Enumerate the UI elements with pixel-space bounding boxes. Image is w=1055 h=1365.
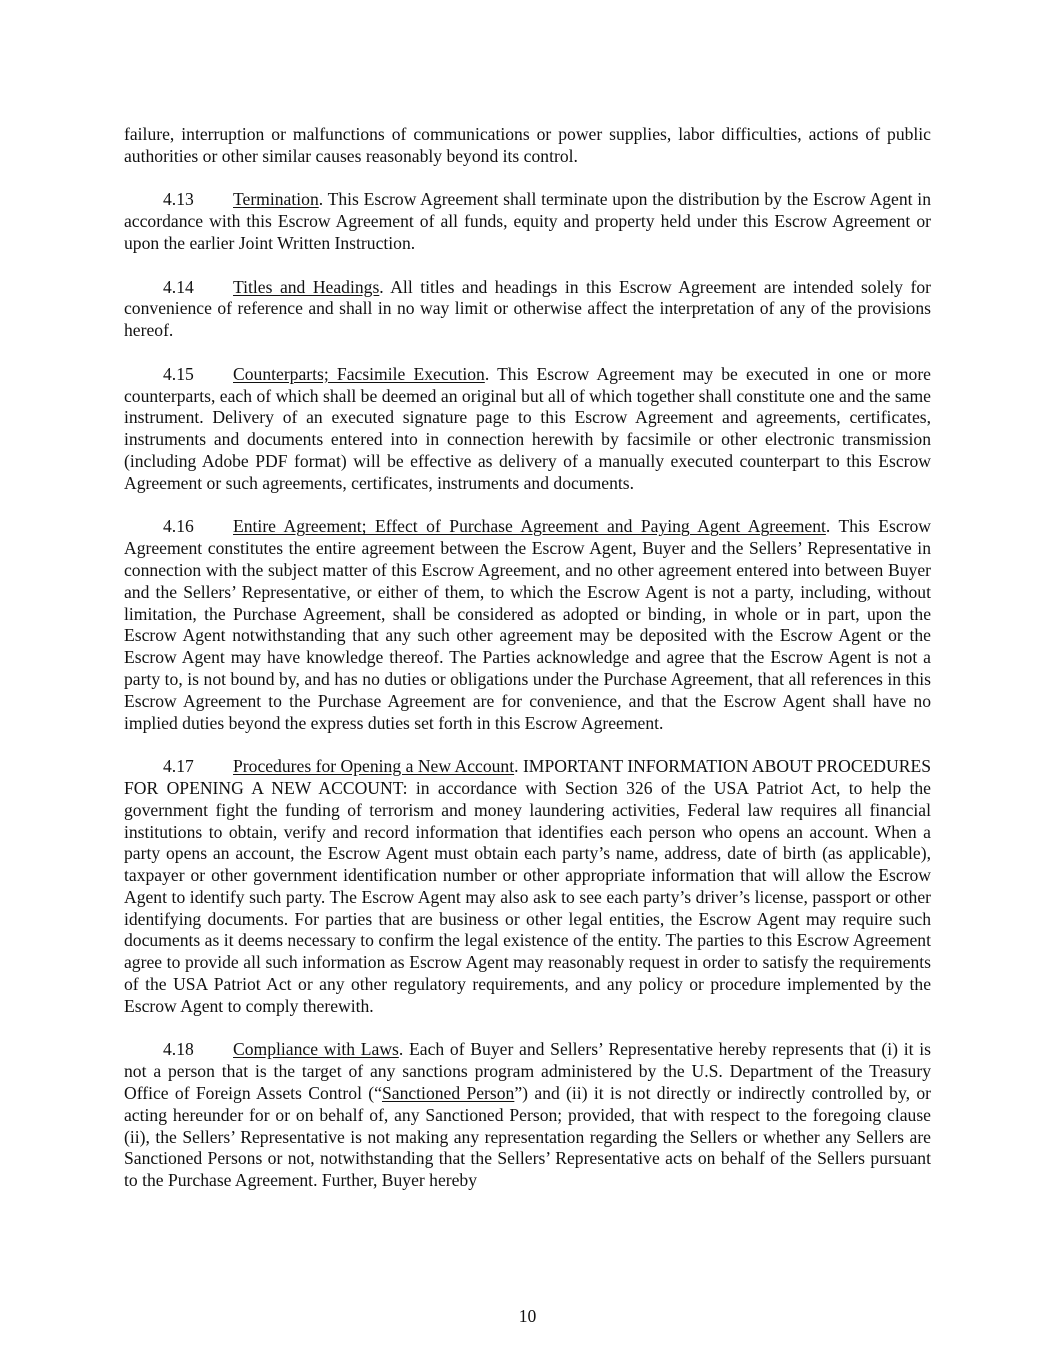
section-number: 4.13	[163, 189, 194, 210]
section-4-16	[124, 516, 931, 734]
section-title: Termination	[233, 189, 319, 210]
section-title: Procedures for Opening a New Account	[233, 756, 515, 777]
section-4-14	[124, 277, 931, 342]
continuation-paragraph	[124, 124, 931, 168]
section-number: 4.16	[163, 516, 194, 537]
section-title: Compliance with Laws	[233, 1039, 399, 1060]
section-4-18	[124, 1039, 931, 1192]
section-number: 4.18	[163, 1039, 194, 1060]
section-body: . IMPORTANT INFORMATION ABOUT PROCEDURES FOR OPENING A NEW ACCOUNT: in accordance with Section 326 of the USA Patriot Act, to help the government fight the funding of terrorism and money laundering activities, Federal law requires all financial institutions to obtain, verify and record information that identifies each person who opens an account. When a party opens an account, the Escrow Agent must obtain each party’s name, address, date of birth (as applicable), taxpayer or other government identification number or other appropriate information that will allow the Escrow Agent to identify such party. The Escrow Agent may also ask to see each party’s driver’s license, passport or other identifying documents. For parties that are business or other legal entities, the Escrow Agent may require such documents as it deems necessary to confirm the legal existence of the entity. The parties to this Escrow Agreement agree to provide all such information as Escrow Agent may reasonably request in order to satisfy the requirements of the USA Patriot Act or any other regulatory requirements, and any policy or procedure implemented by the Escrow Agent to comply therewith.	[124, 756, 931, 1016]
document-body	[124, 124, 931, 1214]
section-4-13	[124, 189, 931, 254]
section-4-17	[124, 756, 931, 1018]
section-title: Entire Agreement; Effect of Purchase Agreement and Paying Agent Agreement	[233, 516, 826, 537]
defined-term-sanctioned-person: Sanctioned Person	[381, 1083, 515, 1104]
continuation-text: failure, interruption or malfunctions of communications or power supplies, labor difficulties, actions of public authorities or other similar causes reasonably beyond its control.	[124, 124, 931, 166]
section-body-continued: ”) and (ii) it is not directly or indirectly controlled by, or acting hereunder for or on behalf of, any Sanctioned Person; provided, that with respect to the foregoing clause (ii), the Sellers’ Representative is not making any representation regarding the Sellers or whether any Sellers are Sanctioned Persons or not, notwithstanding that the Sellers’ Representative acts on behalf of the Sellers pursuant to the Purchase Agreement. Further, Buyer hereby	[124, 1083, 931, 1191]
section-number: 4.15	[163, 363, 194, 384]
section-number: 4.14	[163, 276, 194, 297]
section-number: 4.17	[163, 756, 194, 777]
section-body: . This Escrow Agreement shall terminate upon the distribution by the Escrow Agent in accordance with this Escrow Agreement of all funds, equity and property held under this Escrow Agreement or upon the earlier Joint Written Instruction.	[124, 189, 931, 253]
section-body: . Each of Buyer and Sellers’ Representative hereby represents that (i) it is not a person that is the target of any sanctions program administered by the U.S. Department of the Treasury Office of Foreign Assets Control (“	[124, 1039, 931, 1104]
page-number: 10	[518, 1306, 537, 1326]
section-4-15	[124, 364, 931, 495]
section-body: . All titles and headings in this Escrow Agreement are intended solely for convenience of reference and shall in no way limit or otherwise affect the interpretation of any of the provisions hereof.	[124, 276, 931, 341]
section-body: . This Escrow Agreement may be executed in one or more counterparts, each of which shall be deemed an original but all of which together shall constitute one and the same instrument. Delivery of an executed signature page to this Escrow Agreement and agreements, certificates, instruments and documents entered into in connection herewith by facsimile or other electronic transmission (including Adobe PDF format) will be effective as delivery of a manually executed counterpart to this Escrow Agreement or such agreements, certificates, instruments and documents.	[124, 363, 931, 493]
section-title: Counterparts; Facsimile Execution	[233, 363, 485, 384]
section-body: . This Escrow Agreement constitutes the entire agreement between the Escrow Agent, Buyer and the Sellers’ Representative in connection with the subject matter of this Escrow Agreement, and no other agreement entered into between Buyer and the Sellers’ Representative, or either of them, to which the Escrow Agent is not a party, including, without limitation, the Purchase Agreement, shall be considered as adopted or binding, in whole or in part, upon the Escrow Agent notwithstanding that any such other agreement may be deposited with the Escrow Agent or the Escrow Agent may have knowledge thereof. The Parties acknowledge and agree that the Escrow Agent is not a party to, is not bound by, and has no duties or obligations under the Purchase Agreement, that all references in this Escrow Agreement to the Purchase Agreement are for convenience, and that the Escrow Agent shall have no implied duties beyond the express duties set forth in this Escrow Agreement.	[124, 516, 931, 733]
section-title: Titles and Headings	[233, 276, 380, 297]
